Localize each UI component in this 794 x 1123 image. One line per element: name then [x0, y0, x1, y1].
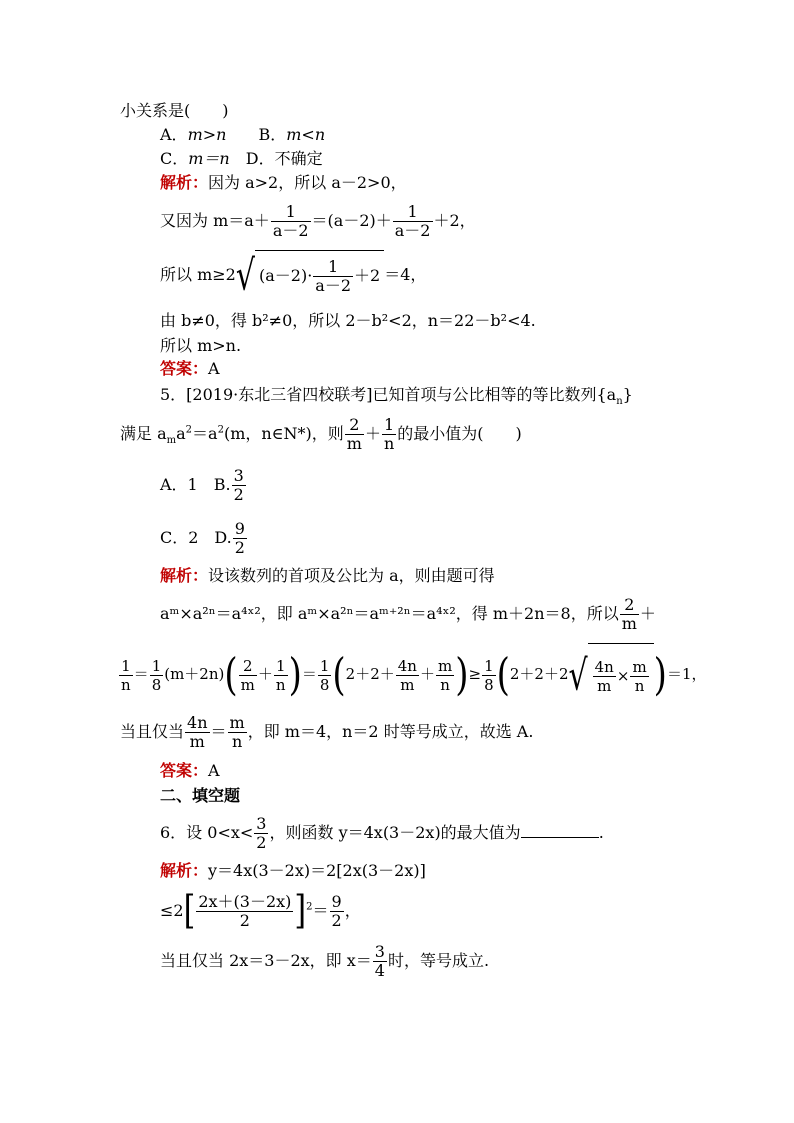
- q4-option-c-label: C．: [160, 149, 189, 168]
- right-paren-icon: ): [653, 649, 667, 701]
- q5-l3-frac-1n-b-den: n: [275, 675, 286, 694]
- q5-jiexi-text: 设该数列的首项及公比为 a，则由题可得: [208, 566, 495, 585]
- q4-jiexi-label: 解析：: [160, 173, 209, 192]
- q6-line2-result-num: 9: [331, 892, 342, 911]
- sqrt-icon: √: [568, 651, 588, 701]
- q4-options-ab: [160, 125, 325, 145]
- q5-l3-frac-2m-num: 2: [239, 657, 257, 676]
- q4-tail-text: 小关系是( ): [120, 101, 229, 120]
- q5-l4-frac-4nm-den: m: [189, 732, 205, 751]
- q5-option-b-den: 2: [233, 485, 244, 504]
- q5-l3-frac-18b-den: 8: [319, 675, 330, 694]
- q5-answer-value: A: [208, 761, 220, 780]
- q5-l4-eq: ＝: [210, 722, 227, 741]
- q5-l4-frac-4nm-num: 4n: [187, 713, 208, 732]
- q6-line3-frac: [373, 943, 387, 980]
- q5-stem-2-pre: 满足 a: [120, 424, 167, 443]
- q5-l3-frac-mn-b-den: n: [634, 677, 645, 695]
- q5-l3-frac-mn: [436, 657, 454, 694]
- q6-answer-blank[interactable]: [521, 823, 599, 838]
- q5-frac-1n-num: 1: [382, 416, 396, 435]
- q5-l3-frac-1n-b-num: 1: [274, 657, 288, 676]
- q5-l3-times: ×: [616, 666, 630, 685]
- q5-l3-frac-2m: [239, 657, 257, 694]
- q5-l4-frac-mn-den: n: [231, 732, 243, 751]
- q4-answer-value: A: [208, 359, 220, 378]
- q6-line2-result-den: 2: [331, 911, 342, 930]
- q5-option-b-num: 3: [233, 466, 244, 485]
- q4-fraction-3: [313, 258, 353, 295]
- q5-l3-frac-4nm-den: m: [400, 675, 415, 694]
- q5-jiexi-line2: [160, 592, 656, 636]
- right-paren-icon: ): [288, 649, 302, 701]
- q5-option-b-frac: [232, 467, 246, 504]
- q5-stem-1: 5．[2019·东北三省四校联考]已知首项与公比相等的等比数列{a: [160, 385, 617, 404]
- q4-line2-end: ＋2，: [433, 211, 476, 230]
- q4-option-b-label: B．: [258, 125, 287, 144]
- q5-l3-frac-18c: [482, 657, 496, 694]
- q5-frac-2m-num: 2: [345, 416, 364, 435]
- q4-fraction-1: [271, 203, 311, 240]
- q5-l3-plus2: ＋: [419, 665, 435, 683]
- q4-line5-text: 所以 m>n.: [160, 336, 242, 355]
- q5-l3-frac-1n-num: 1: [119, 657, 133, 676]
- right-paren-icon: ): [455, 649, 469, 701]
- q6-jiexi-line3: [160, 939, 489, 983]
- q6-stem-end: ，则函数 y＝4x(3－2x)的最大值为: [269, 823, 521, 842]
- q4-option-c-value: m＝n: [188, 149, 230, 168]
- q5-options-ab: [160, 463, 247, 507]
- q6-stem-frac: [254, 815, 268, 852]
- q4-answer: [160, 359, 220, 379]
- left-bracket-icon: [: [183, 888, 196, 934]
- q4-line3-end: ＝4，: [384, 265, 427, 284]
- q6-jiexi-line1: [160, 861, 426, 881]
- q5-option-d-frac: [233, 520, 247, 557]
- sqrt-icon: √: [235, 251, 255, 301]
- q6-line2-frac: [196, 893, 293, 930]
- q5-l3-2222: 2＋2＋2: [509, 665, 569, 683]
- q5-frac-1n-den: n: [383, 434, 395, 453]
- q4-jiexi-line1: [160, 173, 407, 193]
- q6-line2-sq: 2: [306, 901, 313, 913]
- q5-l3-sqrt: [569, 643, 654, 708]
- q4-sqrt: [236, 250, 384, 301]
- q5-line4-end: ，即 m＝4，n＝2 时等号成立，故选 A.: [247, 722, 534, 741]
- q5-l3-frac-18a-num: 1: [151, 656, 162, 675]
- q5-l4-frac-mn-num: m: [229, 713, 245, 732]
- q5-stem-2-m: m: [166, 435, 177, 447]
- q5-answer-label: 答案：: [160, 761, 209, 780]
- q4-fraction-3-num: 1: [313, 258, 353, 277]
- q5-l3-frac-4nm-num: 4n: [397, 656, 417, 675]
- q5-stem-line1: [160, 385, 633, 408]
- q5-l3-m2n: (m＋2n): [164, 665, 225, 683]
- q6-stem-pre: 6．设 0<x<: [160, 823, 254, 842]
- q5-l4-frac-4nm: [185, 714, 209, 751]
- q5-answer: [160, 761, 220, 781]
- q6-stem-frac-den: 2: [256, 833, 267, 852]
- q5-option-d-den: 2: [234, 538, 245, 557]
- q5-l3-sqrt-radicand: [588, 643, 654, 708]
- q5-plus: ＋: [364, 424, 381, 443]
- q6-line3-pre: 当且仅当 2x＝3－2x，即 x＝: [160, 951, 372, 970]
- q6-stem-frac-num: 3: [256, 814, 267, 833]
- q5-option-cd-label: C．2 D.: [160, 528, 232, 547]
- q5-stem-1-sub: n: [616, 396, 623, 408]
- q5-options-cd: [160, 516, 248, 560]
- q5-stem-2-n2: 2: [185, 424, 193, 436]
- q4-answer-label: 答案：: [160, 359, 209, 378]
- q5-l3-frac-mn-num: m: [437, 656, 453, 675]
- q4-radicand-a: (a－2)·: [258, 266, 313, 285]
- q5-l3-frac-4nm-b-num: 4n: [594, 658, 614, 676]
- q5-l3-frac-18c-den: 8: [484, 675, 494, 694]
- q5-line4-pre: 当且仅当: [120, 722, 185, 741]
- q4-radicand-b: ＋2: [354, 266, 381, 285]
- q5-line2-text: aᵐ×a²ⁿ＝a⁴ˣ²，即 aᵐ×a²ⁿ＝aᵐ⁺²ⁿ＝a⁴ˣ²，得 m＋2n＝8，所以: [160, 604, 619, 623]
- q5-l3-frac-18c-num: 1: [484, 656, 494, 675]
- q5-option-ab-label: A．1 B.: [160, 475, 231, 494]
- left-paren-icon: (: [224, 649, 238, 701]
- q5-l3-end: ＝1，: [666, 665, 707, 683]
- q4-fraction-3-den: a－2: [315, 276, 352, 295]
- q4-fraction-2: [393, 203, 433, 240]
- q5-jiexi-label: 解析：: [160, 566, 209, 585]
- q5-l3-frac-18a: [150, 657, 164, 694]
- q6-jiexi-label: 解析：: [160, 861, 209, 880]
- q5-frac-2m: [345, 416, 364, 453]
- q5-stem-2-cond: (m，n∈N*)，则: [223, 424, 344, 443]
- section-fill-in-title: [160, 786, 240, 806]
- q5-l3-frac-1n-den: n: [121, 675, 131, 694]
- q5-l3-frac-18b: [318, 657, 332, 694]
- q5-l3-plus1: ＋: [257, 665, 273, 683]
- q5-jiexi-line3: [118, 642, 706, 708]
- q5-l3-eq1: ＝: [133, 665, 149, 683]
- q6-line2-pre: ≤2: [160, 901, 184, 920]
- q5-line2-end: ＋: [639, 604, 656, 623]
- q5-l4-frac-mn: [228, 714, 247, 751]
- q4-fraction-1-num: 1: [271, 203, 311, 222]
- q4-options-cd: [160, 149, 323, 169]
- q4-fraction-1-den: a－2: [272, 221, 309, 240]
- q4-jiexi-line3: [160, 250, 426, 301]
- left-paren-icon: (: [332, 649, 346, 701]
- q5-frac-2m-den: m: [346, 434, 362, 453]
- q6-line3-frac-num: 3: [374, 942, 385, 961]
- q5-line2-frac-num: 2: [620, 596, 639, 615]
- q6-line2-frac-num: 2x＋(3－2x): [198, 892, 292, 911]
- q5-l3-frac-1n-b: [274, 657, 288, 694]
- q5-stem-2-end: 的最小值为( ): [397, 424, 522, 443]
- q5-option-d-num: 9: [234, 519, 245, 538]
- q6-line2-result-frac: [330, 893, 344, 930]
- q5-stem-2-a: a: [176, 424, 186, 443]
- q5-l3-frac-4nm-b: [593, 658, 616, 695]
- q5-stem-line2: [120, 412, 522, 456]
- q4-line3-pre: 所以 m≥2: [160, 265, 236, 284]
- q6-stem-period: .: [598, 823, 604, 842]
- q5-stem-1-end: }: [622, 385, 633, 404]
- q4-line2-mid: ＝(a－2)＋: [311, 211, 392, 230]
- q4-option-d: D．不确定: [245, 149, 323, 168]
- section-title-text: 二、填空题: [160, 786, 241, 805]
- q5-jiexi-line1: [160, 566, 495, 586]
- q6-line2-frac-den: 2: [239, 911, 250, 930]
- q5-jiexi-line4: [120, 710, 533, 754]
- q5-l3-222: 2＋2＋: [345, 665, 395, 683]
- q4-option-a-value: m>n: [187, 125, 227, 144]
- q6-stem: [160, 811, 604, 855]
- q5-l3-frac-mn-b-num: m: [632, 658, 647, 676]
- q4-line2-pre: 又因为 m＝a＋: [160, 211, 270, 230]
- q4-fraction-2-den: a－2: [394, 221, 431, 240]
- q6-line3-frac-den: 4: [374, 961, 385, 980]
- q4-fraction-2-num: 1: [393, 203, 433, 222]
- q5-l3-frac-4nm-b-den: m: [597, 677, 612, 695]
- q5-l3-geq: ≥: [468, 665, 482, 683]
- q4-jiexi-line4: [160, 311, 536, 331]
- q5-stem-2-eq: ＝a: [192, 424, 218, 443]
- q4-line4-text: 由 b≠0，得 b²≠0，所以 2－b²<2，n＝22－b²<4.: [160, 311, 536, 330]
- q5-l3-eq2: ＝: [301, 665, 317, 683]
- q5-l3-frac-mn-den: n: [440, 675, 450, 694]
- q6-line2-eq: ＝: [312, 901, 329, 920]
- q6-line2-end: ，: [344, 901, 361, 920]
- q5-l3-frac-4nm: [396, 657, 419, 694]
- q5-line2-frac: [620, 596, 639, 633]
- q5-l3-frac-1n: [119, 657, 133, 694]
- q5-stem-2-sq: 2: [217, 424, 224, 436]
- q4-tail: [120, 101, 229, 121]
- q5-line2-frac-den: m: [621, 614, 637, 633]
- q5-l3-frac-2m-den: m: [240, 675, 255, 694]
- q5-l3-frac-mn-b: [630, 658, 648, 695]
- q4-sqrt-radicand: [255, 250, 384, 301]
- q5-l3-frac-18a-den: 8: [151, 675, 162, 694]
- right-bracket-icon: ]: [294, 888, 307, 934]
- q4-jiexi-line2: [160, 199, 476, 243]
- q4-jiexi-line5: [160, 336, 241, 356]
- q4-jiexi-text: 因为 a>2，所以 a－2>0，: [208, 173, 407, 192]
- q6-jiexi-line2: [160, 886, 361, 936]
- q5-frac-1n: [382, 416, 396, 453]
- q6-line3-end: 时，等号成立.: [387, 951, 490, 970]
- q4-option-a-label: A．: [160, 125, 188, 144]
- left-paren-icon: (: [496, 649, 510, 701]
- q5-l3-frac-18b-num: 1: [319, 656, 330, 675]
- q6-jiexi-text: y＝4x(3－2x)＝2[2x(3－2x)]: [208, 861, 426, 880]
- q4-option-b-value: m<n: [286, 125, 326, 144]
